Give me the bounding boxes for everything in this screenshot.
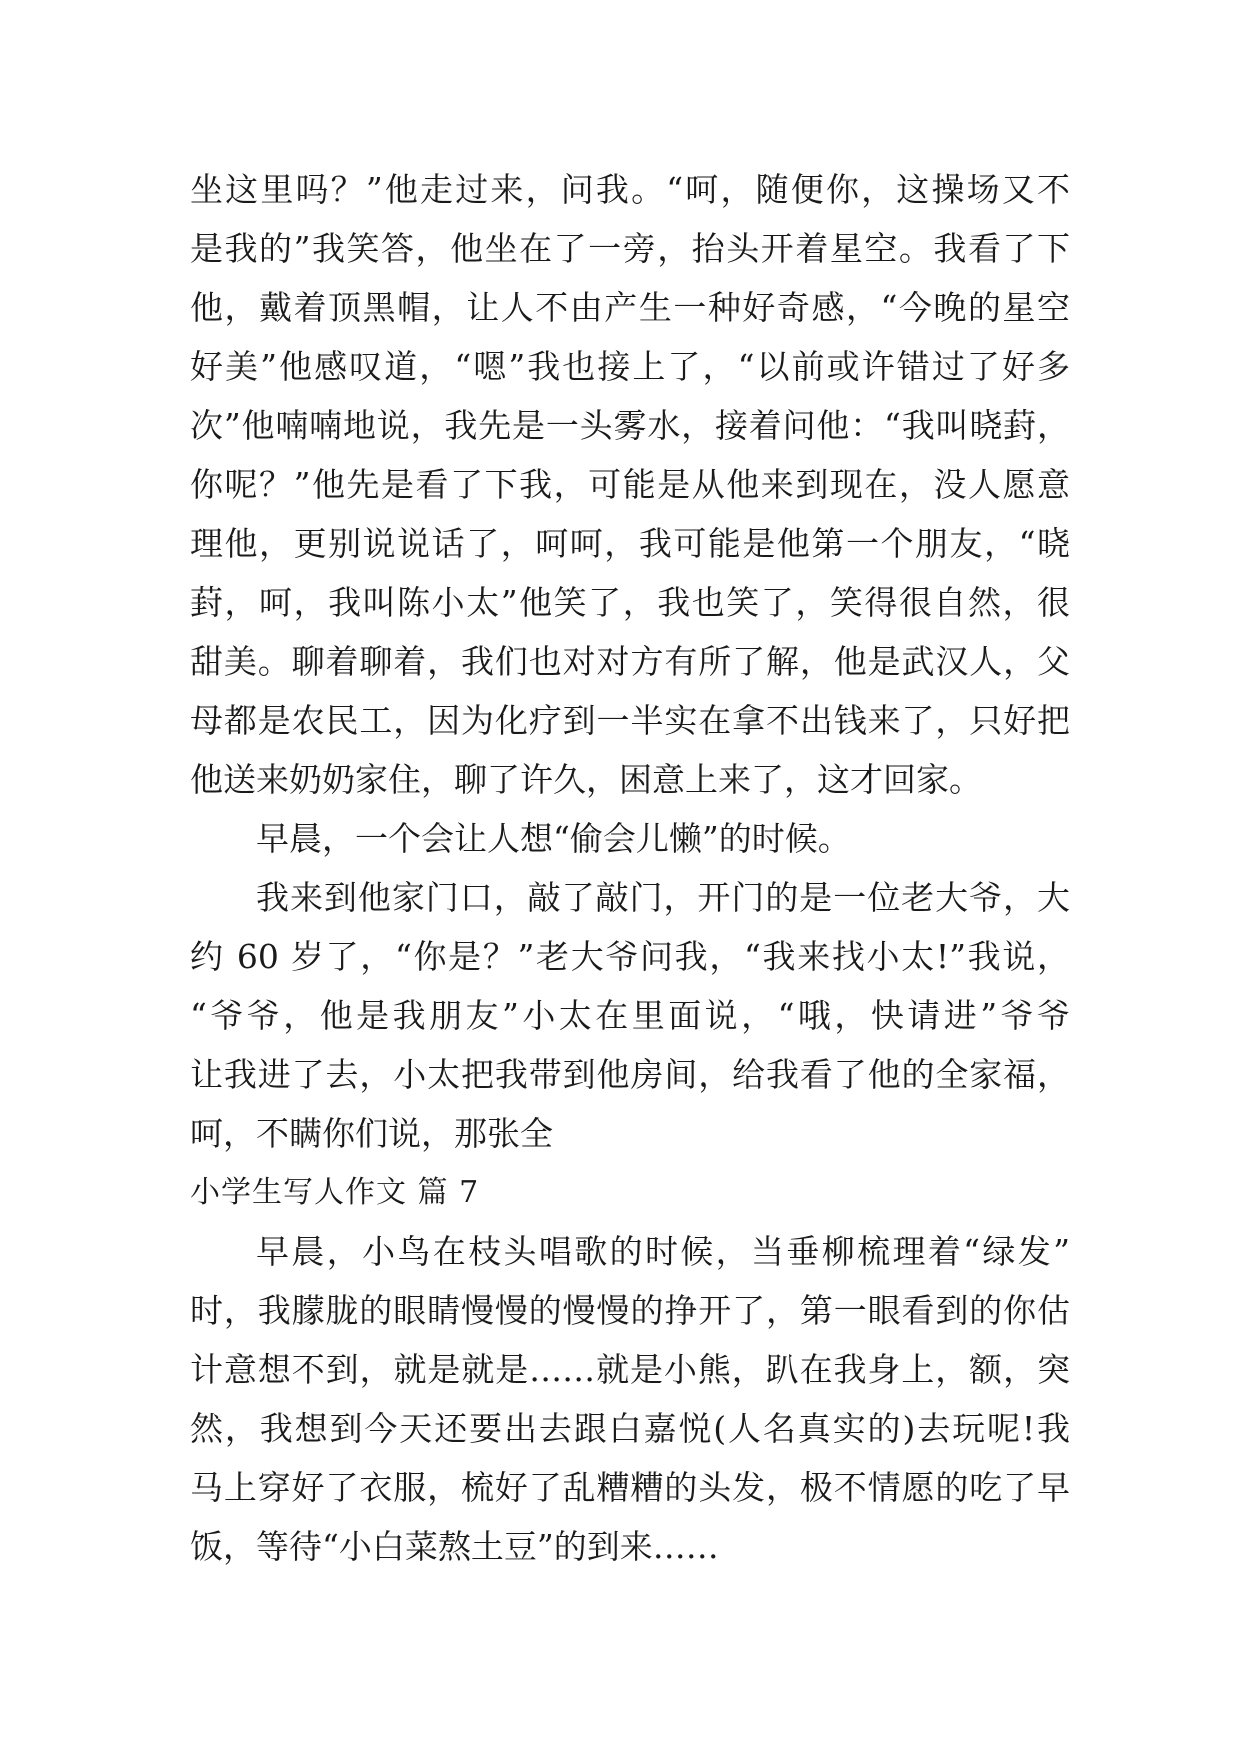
document-page bbox=[190, 160, 1070, 1576]
paragraph-continuation bbox=[190, 160, 1070, 809]
text-line: 然，我想到今天还要出去跟白嘉悦(人名真实的)去玩呢!我 bbox=[190, 1409, 1070, 1448]
text-line: 马上穿好了衣服，梳好了乱糟糟的头发，极不情愿的吃了早 bbox=[190, 1468, 1070, 1507]
text-line: 我来到他家门口，敲了敲门，开门的是一位老大爷，大 bbox=[256, 878, 1070, 917]
text-line: 是我的”我笑答，他坐在了一旁，抬头开着星空。我看了下 bbox=[190, 229, 1070, 268]
text-line: 计意想不到，就是就是……就是小熊，趴在我身上，额，突 bbox=[190, 1350, 1070, 1389]
text-line: 母都是农民工，因为化疗到一半实在拿不出钱来了，只好把 bbox=[190, 701, 1070, 740]
text-line: 约 60 岁了，“你是？”老大爷问我，“我来找小太!”我说， bbox=[190, 937, 1070, 976]
text-line: 理他，更别说说话了，呵呵，我可能是他第一个朋友，“晓 bbox=[190, 524, 1070, 563]
text-line: 甜美。聊着聊着，我们也对对方有所了解，他是武汉人，父 bbox=[190, 642, 1070, 681]
text-line: 他，戴着顶黑帽，让人不由产生一种好奇感，“今晚的星空 bbox=[190, 288, 1070, 327]
paragraph-section-7 bbox=[190, 1222, 1070, 1576]
text-line: 让我进了去，小太把我带到他房间，给我看了他的全家福， bbox=[190, 1055, 1070, 1094]
text-line: 早晨，一个会让人想“偷会儿懒”的时候。 bbox=[256, 819, 851, 858]
text-line: 呵，不瞒你们说，那张全 bbox=[190, 1114, 553, 1153]
paragraph-morning bbox=[190, 809, 1070, 868]
text-line: 早晨，小鸟在枝头唱歌的时候，当垂柳梳理着“绿发” bbox=[256, 1232, 1070, 1271]
text-line: 时，我朦胧的眼睛慢慢的慢慢的挣开了，第一眼看到的你估 bbox=[190, 1291, 1070, 1330]
text-line: 他送来奶奶家住，聊了许久，困意上来了，这才回家。 bbox=[190, 760, 982, 799]
text-line: 好美”他感叹道，“嗯”我也接上了，“以前或许错过了好多 bbox=[190, 347, 1070, 386]
text-line: 次”他喃喃地说，我先是一头雾水，接着问他：“我叫晓葑， bbox=[190, 406, 1070, 445]
text-line: 你呢？”他先是看了下我，可能是从他来到现在，没人愿意 bbox=[190, 465, 1070, 504]
paragraph-visit bbox=[190, 868, 1070, 1163]
text-line: 饭，等待“小白菜熬土豆”的到来…… bbox=[190, 1527, 719, 1566]
text-line: 葑，呵，我叫陈小太”他笑了，我也笑了，笑得很自然，很 bbox=[190, 583, 1070, 622]
text-line: “爷爷，他是我朋友”小太在里面说，“哦，快请进”爷爷 bbox=[190, 996, 1070, 1035]
section-heading: 小学生写人作文 篇 7 bbox=[190, 1175, 480, 1210]
text-line: 坐这里吗？”他走过来，问我。“呵，随便你，这操场又不 bbox=[190, 170, 1070, 209]
